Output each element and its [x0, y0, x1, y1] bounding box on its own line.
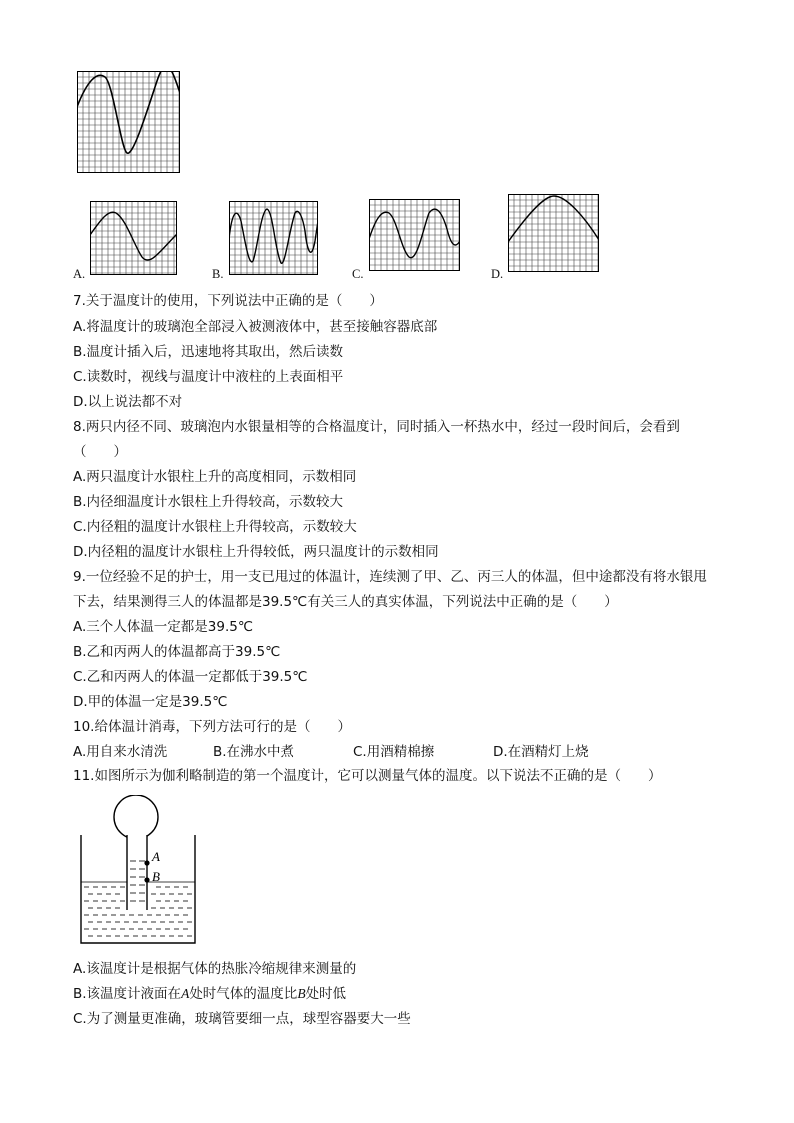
glass-bulb	[114, 795, 158, 839]
option-d-waveform	[508, 194, 599, 272]
point-a-marker	[144, 860, 149, 865]
q10-options	[73, 743, 673, 761]
waveform-curve	[90, 212, 177, 260]
q10-option-b[interactable]: B.在沸水中煮	[213, 744, 295, 760]
option-b-label[interactable]: B.	[212, 267, 224, 281]
q10-stem: 10.给体温计消毒，下列方法可行的是（ ）	[73, 719, 351, 735]
q11-option-b-mid: 处时气体的温度比	[189, 986, 298, 1002]
q11-option-b-post: 处时低	[305, 986, 347, 1002]
q10-option-c[interactable]: C.用酒精棉擦	[353, 744, 435, 760]
q11-option-a[interactable]: A.该温度计是根据气体的热胀冷缩规律来测量的	[73, 961, 357, 977]
option-a-label[interactable]: A.	[73, 267, 86, 281]
q8-option-b[interactable]: B.内径细温度计水银柱上升得较高，示数较大	[73, 494, 344, 510]
q11-option-b-point-b: B	[297, 986, 306, 1001]
q8-option-d[interactable]: D.内径粗的温度计水银柱上升得较低，两只温度计的示数相同	[73, 544, 439, 560]
waveform-curve	[508, 196, 599, 242]
q7-option-a[interactable]: A.将温度计的玻璃泡全部浸入被测液体中，甚至接触容器底部	[73, 319, 438, 335]
q11-option-b-point-a: A	[181, 986, 190, 1001]
q9-option-c[interactable]: C.乙和丙两人的体温一定都低于39.5℃	[73, 669, 308, 685]
q11-option-b-pre: B.该温度计液面在	[73, 986, 182, 1002]
waveform-curve	[77, 71, 180, 153]
option-a-waveform	[90, 201, 177, 275]
galileo-thermometer-figure	[78, 795, 198, 945]
point-a-label: A	[152, 849, 160, 864]
q7-stem: 7.关于温度计的使用，下列说法中正确的是（ ）	[73, 293, 383, 309]
q9-stem-cont: 下去，结果测得三人的体温都是39.5℃有关三人的真实体温，下列说法中正确的是（ ）	[73, 594, 618, 610]
q9-option-d[interactable]: D.甲的体温一定是39.5℃	[73, 694, 228, 710]
q8-option-a[interactable]: A.两只温度计水银柱上升的高度相同，示数相同	[73, 469, 357, 485]
q10-option-a[interactable]: A.用自来水清洗	[73, 744, 168, 760]
grid	[77, 71, 180, 173]
q9-stem: 9.一位经验不足的护士，用一支已甩过的体温计，连续测了甲、乙、丙三人的体温，但中途都没有将水银甩	[73, 569, 707, 585]
point-b-marker	[144, 877, 149, 882]
q9-option-a[interactable]: A.三个人体温一定都是39.5℃	[73, 619, 254, 635]
q8-option-c[interactable]: C.内径粗的温度计水银柱上升得较高，示数较大	[73, 519, 357, 535]
option-b-waveform	[229, 201, 318, 275]
option-d-label[interactable]: D.	[491, 267, 504, 281]
q8-stem: 8.两只内径不同、玻璃泡内水银量相等的合格温度计，同时插入一杯热水中，经过一段时间后，会看到	[73, 419, 680, 435]
q11-option-b[interactable]	[73, 985, 346, 1003]
q7-option-b[interactable]: B.温度计插入后，迅速地将其取出，然后读数	[73, 344, 344, 360]
reference-waveform-figure	[77, 71, 180, 173]
q10-option-d[interactable]: D.在酒精灯上烧	[493, 744, 589, 760]
q11-stem: 11.如图所示为伽利略制造的第一个温度计，它可以测量气体的温度。以下说法不正确的是（ ）	[73, 768, 662, 784]
q8-stem-cont: （ ）	[73, 444, 127, 460]
q9-option-b[interactable]: B.乙和丙两人的体温都高于39.5℃	[73, 644, 281, 660]
option-c-waveform	[369, 199, 460, 271]
q7-option-d[interactable]: D.以上说法都不对	[73, 394, 183, 410]
q7-option-c[interactable]: C.读数时，视线与温度计中液柱的上表面相平	[73, 369, 344, 385]
option-c-label[interactable]: C.	[352, 267, 364, 281]
point-b-label: B	[152, 869, 160, 884]
waveform-curve	[369, 209, 460, 258]
q11-option-c[interactable]: C.为了测量更准确，玻璃管要细一点，球型容器要大一些	[73, 1011, 411, 1027]
